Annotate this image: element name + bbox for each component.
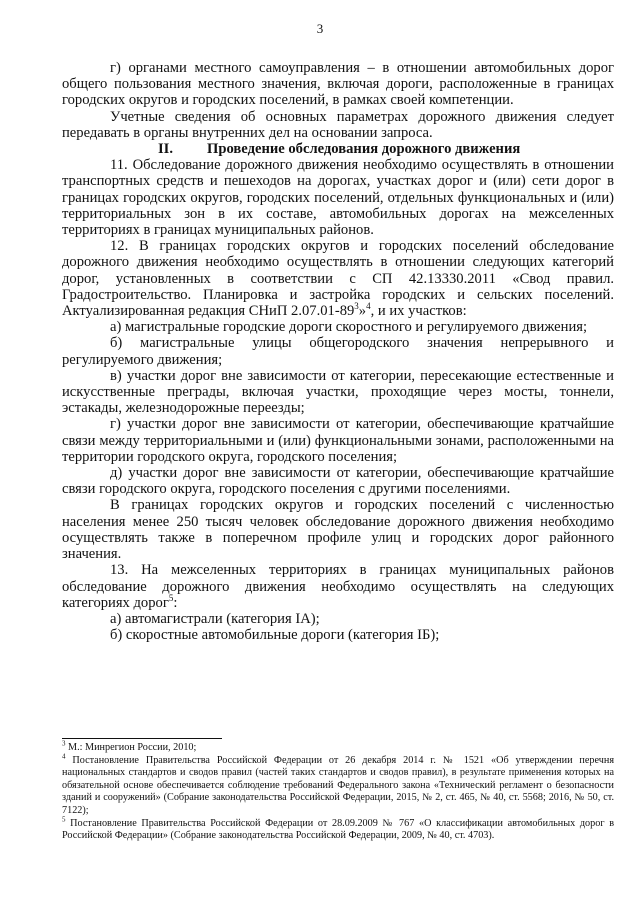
footnote-5-number: 5 — [62, 815, 66, 824]
footnote-3 — [62, 739, 614, 755]
footnote-5-text: Постановление Правительства Российской Федерации от 28.09.2009 № 767 «О классификации автомобильных дорог в Российской Федерации» (Собрание законодательства Российской Федерации, 2009, № 40, ст. 4703). — [62, 817, 614, 842]
item-13-tail: : — [173, 594, 178, 611]
list-item-12b: б) магистральные улицы общегородского значения непрерывного и регулируемого движения; — [62, 335, 614, 368]
paragraph-item-12 — [62, 238, 614, 319]
footnote-4 — [62, 752, 614, 818]
paragraph-local-authorities: г) органами местного самоуправления – в отношении автомобильных дорог общего пользования местного значения, включая дороги, расположенные в границах городских округов и городских поселений, в рамках своей компетенции. — [62, 60, 614, 109]
page-number: 3 — [316, 21, 324, 36]
list-item-12c: в) участки дорог вне зависимости от категории, пересекающие естественные и искусственные преграды, включая участки, проходящие через мосты, тоннели, эстакады, железнодорожные переезды; — [62, 367, 614, 417]
list-item-13a: а) автомагистрали (категория IА); — [110, 610, 320, 627]
paragraph-population-250k: В границах городских округов и городских поселений с численностью населения менее 250 тысяч человек обследование дорожного движения необходимо осуществлять также в поперечном профиле улиц и городских дорог районного значения. — [62, 497, 614, 563]
paragraph-item-11: 11. Обследование дорожного движения необходимо осуществлять в отношении транспортных средств и пешеходов на дорогах, участках дорог и (или) сети дорог в границах городских округов, городских поселений, отдельных функциональных и (или) территориальных зон в их составе, автомобильных дорогах на межселенных территориях в границах муниципальных районов. — [62, 157, 614, 239]
footnote-3-number: 3 — [62, 739, 66, 748]
paragraph-item-13 — [62, 562, 614, 611]
footnote-4-number: 4 — [62, 752, 66, 761]
item-12-tail: , и их участков: — [370, 303, 467, 320]
item-12-quote-close: » — [358, 303, 367, 320]
footnotes — [62, 739, 614, 843]
footnote-divider — [62, 738, 222, 739]
list-item-12e: д) участки дорог вне зависимости от категории, обеспечивающие кратчайшие связи городского округа, городского поселения с другими поселениями. — [62, 465, 614, 498]
footnote-ref-3: 3 — [354, 301, 359, 312]
list-item-12a: а) магистральные городские дороги скоростного и регулируемого движения; — [110, 319, 588, 336]
paragraph-records-transfer: Учетные сведения об основных параметрах дорожного движения следует передавать в органы внутренних дел на основании запроса. — [62, 108, 614, 141]
item-13-text: 13. На межселенных территориях в границах муниципальных районов обследование дорожного движения необходимо осуществлять на следующих категориях дорог — [62, 562, 614, 611]
section-heading — [62, 141, 614, 157]
footnote-ref-5: 5 — [168, 592, 174, 603]
footnote-ref-4: 4 — [366, 301, 371, 312]
footnote-4-text: Постановление Правительства Российской Федерации от 26 декабря 2014 г. № 1521 «Об утверждении перечня национальных стандартов и сводов правил (частей таких стандартов и сводов правил), в результате применения которых на обязательной основе обеспечивается соблюдение требований Федерального закона «Технический регламент о безопасности зданий и сооружений» (Собрание законодательства Российской Федерации, 2015, № 2, ст. 465, № 40, ст. 5568; 2016, № 50, ст. 7122); — [62, 754, 614, 816]
item-12-text: 12. В границах городских округов и городских поселений обследование дорожного движения необходимо осуществлять в отношении следующих категорий дорог, установленных в соответствии с СП 42.13330.2011 «Свод правил. Градостроительство. Планировка и застройка городских и сельских поселений. Актуализированная редакция СНиП 2.07.01-89 — [62, 238, 614, 320]
footnote-5 — [62, 815, 614, 843]
list-item-13b: б) скоростные автомобильные дороги (категория IБ); — [110, 627, 440, 644]
footnote-3-text: М.: Минрегион России, 2010; — [65, 742, 197, 753]
section-number: II. — [158, 141, 174, 158]
section-title: Проведение обследования дорожного движения — [207, 141, 521, 158]
list-item-12d: г) участки дорог вне зависимости от категории, обеспечивающие кратчайшие связи между территориальными и (или) функциональными зонами, расположенными на территории городского округа, городского поселения; — [62, 416, 614, 465]
document-body — [62, 60, 614, 643]
